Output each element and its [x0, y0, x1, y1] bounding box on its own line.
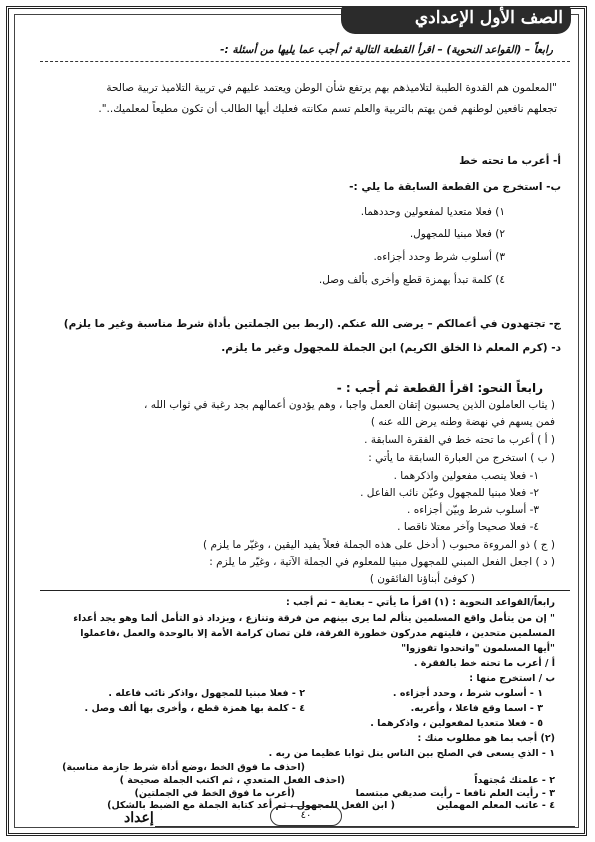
s2-item-4: ٤- فعلا صحيحا وآخر معتلا ناقصا .	[397, 521, 539, 533]
s3-question-b: ب / استخرج منها :	[469, 673, 555, 684]
s3-c1-instruction: (احذف ما فوق الخط ،وضع أداة شرط جازمة مناسبة)	[62, 762, 305, 773]
s1-item-2: ٢) فعلا مبنيا للمجهول.	[409, 228, 505, 240]
footer-rule	[155, 826, 575, 827]
s3-c1: ١ - الذي يسعى في الصلح بين الناس ينل ثوابا عظيما من ربه .	[268, 748, 555, 759]
s3-item-5: ٥ - فعلا متعديا لمفعولين ، واذكرهما .	[370, 718, 543, 729]
s3-c2-instruction: (احذف الفعل المتعدي ، ثم اكتب الجملة صحيحة )	[119, 775, 345, 786]
s3-item-2: ٢ - فعلا مبنيا للمجهول ،واذكر نائب فاعله .	[108, 688, 305, 699]
s2-question-a: ( أ ) أعرب ما تحته خط في الفقرة السابقة .	[364, 434, 555, 446]
s1-item-4: ٤) كلمة تبدأ بهمزة قطع وأخرى بألف وصل.	[318, 274, 505, 286]
s2-question-d: ( د ) اجعل الفعل المبني للمجهول مبنيا للمعلوم في الجملة الآتية ، وغيّر ما يلزم :	[209, 556, 555, 568]
s3-c3-instruction: (أعرب ما فوق الخط في الجملتين)	[134, 788, 295, 799]
s3-item-4: ٤ - كلمة بها همزة قطع ، وأخرى بها ألف وصل .	[84, 703, 305, 714]
s3-c4: ٤ - عاتب المعلم المهملين	[436, 800, 555, 811]
s3-passage-line1: " إن من يتأمل واقع المسلمين يتألم لما يرى بينهم من فرقة وتنازع ، ويزداد ذو التأمل ألما وهو يجد أعداء	[73, 613, 555, 624]
s2-item-1: ١- فعلا ينصب مفعولين واذكرهما .	[393, 470, 539, 482]
s1-question-a: أ- أعرب ما تحته خط	[459, 155, 561, 167]
s1-item-3: ٣) أسلوب شرط وحدد أجزاءه.	[373, 251, 505, 263]
s1-passage-line1: "المعلمون هم القدوة الطيبة لتلاميذهم بهم يرتفع شأن الوطن ويعتمد عليهم في تربية التلاميذ تربية صالحة	[106, 82, 557, 94]
s3-item-1: ١ - أسلوب شرط ، وحدد أجزاءه .	[392, 688, 543, 699]
s3-question-a: أ / أعرب ما تحته خط بالفقرة .	[413, 658, 555, 669]
s2-item-3: ٣- أسلوب شرط وبيّن أجزاءه .	[407, 504, 539, 516]
page-number: ٤٠	[270, 806, 342, 826]
s1-heading: رابعاً – (القواعد النحوية) – اقرأ القطعة التالية ثم أجب عما يليها من أسئلة :-	[220, 44, 553, 56]
s2-question-d-sentence: ( كوفئ أبناؤنا الفائقون )	[369, 573, 475, 585]
s3-item-3: ٣ - اسما وقع فاعلا ، وأعربه.	[410, 703, 543, 714]
s2-heading: رابعاً النحو: اقرأ القطعة ثم أجب : -	[336, 381, 543, 395]
s1-passage-line2: تجعلهم نافعين لوطنهم فمن يهتم بالتربية والعلم تسم مكانته فعليك أيها الطالب أن تكون مطيعاً لمعلميك..".	[98, 103, 557, 115]
page-title: الصف الأول الإعدادي	[414, 8, 563, 28]
s2-passage-line1: ( يثاب العاملون الذين يحسبون إتقان العمل واجبا ، وهم يؤدون أعمالهم بجد رغبة في ثواب الله ،	[143, 399, 555, 411]
s3-c2: ٢ - علمتك مُجتهداً	[474, 775, 555, 786]
s1-item-1: ١) فعلا متعديا لمفعولين وحددهما.	[360, 206, 505, 218]
s3-passage-line2: المسلمين متحدين ، فليتهم مدركون خطورة الفرقة، فلن تصان كرامة الأمة إلا بالوحدة والعمل ،فاعملوا	[80, 628, 555, 639]
s1-question-c: ج- تجتهدون في أعمالكم – يرضى الله عنكم. (اربط بين الجملتين بأداة شرط مناسبة وغير ما يلزم)	[63, 318, 561, 330]
s3-heading: رابعاً/القواعد النحوية : (١) اقرأ ما يأتي – بعناية – ثم أجب :	[286, 597, 555, 608]
prepared-by-label: إعداد	[124, 810, 154, 826]
s2-item-2: ٢- فعلا مبنيا للمجهول وعيّن نائب الفاعل .	[360, 487, 539, 499]
s2-question-b: ( ب ) استخرج من العبارة السابقة ما يأتي :	[368, 452, 555, 464]
section-divider	[40, 590, 570, 591]
s2-passage-line2: فمن يسهم في نهضة وطنه يرض الله عنه )	[370, 416, 555, 428]
s1-question-d: د- (كرم المعلم ذا الخلق الكريم) ابن الجملة للمجهول وغير ما يلزم.	[221, 342, 561, 354]
s3-passage-line3: "أيها المسلمون "واتحدوا تفوزوا"	[401, 643, 555, 654]
s1-question-b: ب- استخرج من القطعة السابقة ما يلي :-	[349, 181, 561, 193]
s2-question-c: ( ج ) ذو المروءة محبوب ( أدخل على هذه الجملة فعلاً يفيد اليقين ، وغيّر ما يلزم )	[203, 539, 555, 551]
s1-heading-rule	[40, 61, 570, 62]
s3-c4-instruction: ( ابن الفعل للمجهول ، ثم أعد كتابة الجملة مع الضبط بالشكل)	[107, 800, 395, 811]
s3-question-2: (٢) أجب بما هو مطلوب منك :	[417, 733, 555, 744]
s3-c3: ٣ - رأيت العلم نافعا – رأيت صديقي مبتسما	[355, 788, 555, 799]
